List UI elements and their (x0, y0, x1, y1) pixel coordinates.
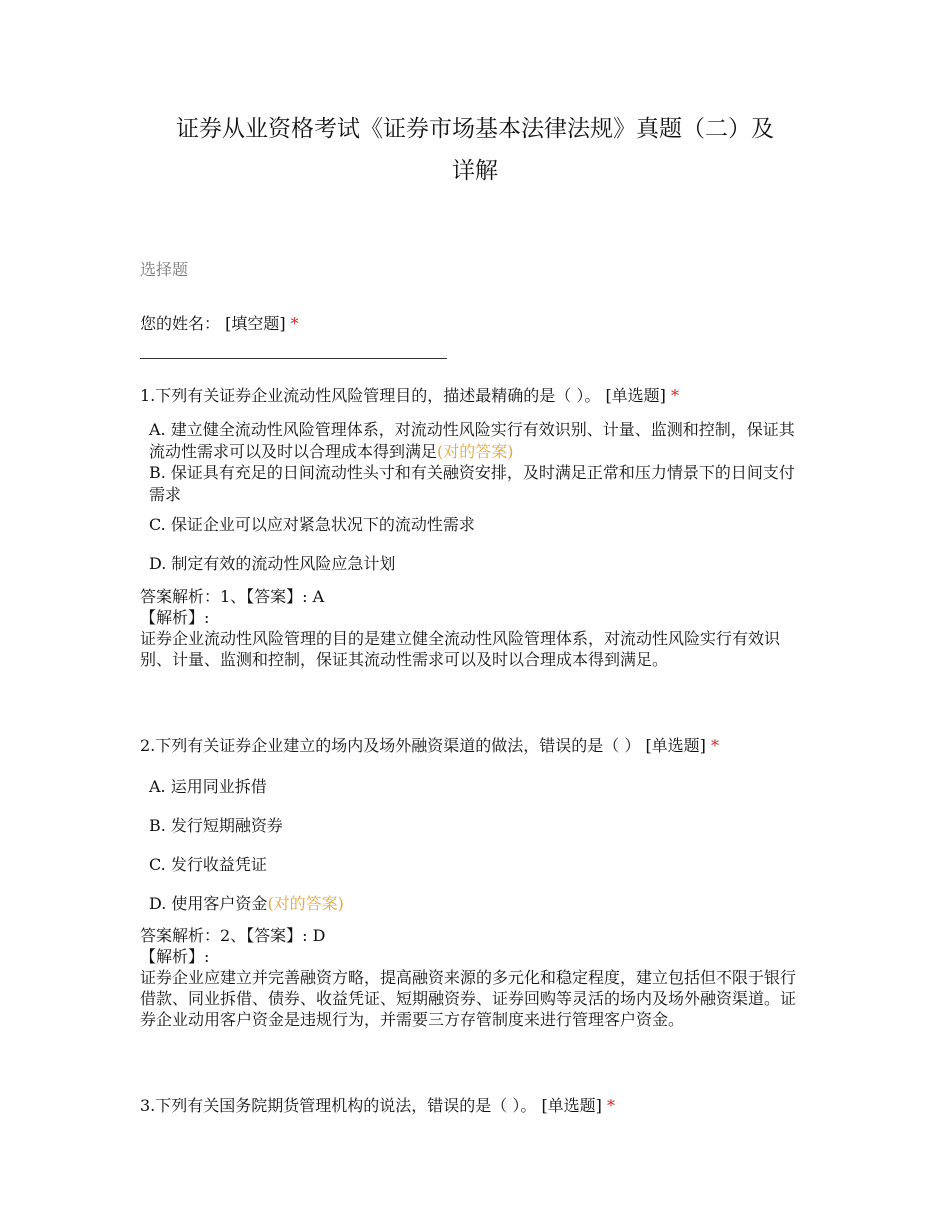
name-question-text: 您的姓名： [填空题] (140, 314, 286, 333)
question-2-option-b[interactable]: B. 发行短期融资券 (149, 816, 283, 835)
question-3-text: 3.下列有关国务院期货管理机构的说法，错误的是（ ）。 [单选题] (140, 1096, 602, 1115)
question-1-option-d[interactable]: D. 制定有效的流动性风险应急计划 (149, 554, 396, 573)
question-2-option-d[interactable] (149, 893, 799, 915)
analysis-text: 证券企业应建立并完善融资方略，提高融资来源的多元化和稳定程度，建立包括但不限于银行借款、同业拆借、债券、收益凭证、短期融资券、证券回购等灵活的场内及场外融资渠道。证券企业动用客户资金是违规行为，并需要三方存管制度来进行管理客户资金。 (140, 968, 797, 1029)
required-mark: * (671, 386, 680, 405)
question-2-option-a[interactable]: A. 运用同业拆借 (149, 777, 267, 796)
analysis-label: 【解析】: (140, 608, 210, 627)
required-mark: * (290, 314, 299, 333)
name-answer-blank[interactable] (140, 358, 447, 359)
required-mark: * (711, 736, 720, 755)
answer-line: 答案解析：1、【答案】: A (140, 587, 325, 606)
name-question (140, 311, 299, 334)
correct-answer-tag: (对的答案) (437, 442, 514, 461)
title-line-1: 证券从业资格考试《证券市场基本法律法规》真题（二）及 (176, 116, 774, 142)
page-title (140, 108, 810, 192)
correct-answer-tag: (对的答案) (267, 894, 344, 913)
question-1-option-c[interactable]: C. 保证企业可以应对紧急状况下的流动性需求 (149, 515, 475, 534)
question-2-option-c[interactable]: C. 发行收益凭证 (149, 855, 267, 874)
question-1-option-b[interactable]: B. 保证具有充足的日间流动性头寸和有关融资安排，及时满足正常和压力情景下的日间支付需求 (149, 463, 795, 504)
question-1-stem (140, 385, 810, 407)
question-2-text: 2.下列有关证券企业建立的场内及场外融资渠道的做法，错误的是（ ） [单选题] (140, 736, 706, 755)
section-label: 选择题 (140, 260, 189, 279)
question-2-stem (140, 735, 810, 757)
question-2-answer (140, 925, 810, 1030)
option-text: D. 使用客户资金 (149, 894, 268, 913)
question-1-text: 1.下列有关证券企业流动性风险管理目的，描述最精确的是（ ）。 [单选题] (140, 386, 666, 405)
option-text: A. 建立健全流动性风险管理体系，对流动性风险实行有效识别、计量、监测和控制，保证其流动性需求可以及时以合理成本得到满足 (149, 420, 795, 461)
title-line-2: 详解 (452, 158, 498, 184)
question-1-option-a[interactable] (149, 419, 799, 463)
required-mark: * (607, 1096, 616, 1115)
analysis-text: 证券企业流动性风险管理的目的是建立健全流动性风险管理体系，对流动性风险实行有效识别、计量、监测和控制，保证其流动性需求可以及时以合理成本得到满足。 (140, 629, 781, 669)
question-3-stem (140, 1095, 810, 1117)
question-1-answer (140, 586, 810, 670)
analysis-label: 【解析】: (140, 947, 210, 966)
answer-line: 答案解析：2、【答案】: D (140, 926, 326, 945)
